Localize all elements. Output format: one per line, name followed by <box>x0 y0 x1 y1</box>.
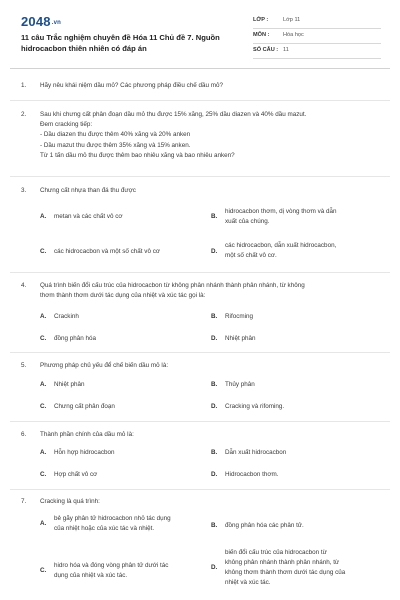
question-5: 5. Phương pháp chủ yếu để chế biến dầu mỏ là: <box>21 362 169 369</box>
question-1: 1. Hãy nêu khái niệm dầu mỏ? Các phương pháp điều chế dầu mỏ? <box>21 82 224 89</box>
document-meta <box>253 14 381 59</box>
meta-class: LỚP : Lớp 11 <box>253 14 381 29</box>
question-separator <box>10 421 390 422</box>
question-separator <box>10 352 390 353</box>
question-7: 7. Cracking là quá trình: <box>21 498 100 505</box>
document-page: 2048.vn 11 câu Trắc nghiệm chuyên đề Hóa 11 Chủ đề 7. Nguồn hidrocacbon thiên nhiên có đáp án LỚP : Lớp 11 MÔN : Hóa học SỐ CÂU : 11 1. Hãy nêu khái niệm dầu mỏ? Các phương pháp điều chế dầu mỏ? 2. Sau khi chưng cất phân đoạn dầu mỏ thu được 15% xăng, 25% dầu diazen và 40% dầu mazut. Đem cracking tiếp: - Dầu diazen thu được thêm 40% xăng và 20% anken - Dầu mazut thu được thêm 35% xăng và 15% anken. Từ 1 tấn dầu mỏ thu được thêm bao nhiêu xăng và bao nhiêu anken? 3. Chưng cất nhựa than đá thu được A. metan và các chất vô cơ B. hidrocacbon thơm, dị vòng thơm và dẫn xuất của chúng. C. các hidrocacbon và một số chất vô cơ D. các hidrocacbon, dẫn xuất hidrocacbon, một số chất vô cơ. 4. Quá trình biến đổi cấu trúc của hidrocacbon từ không phân nhánh thành phân nhánh, từ không thơm thành thơm dưới tác dụng của nhiệt và xúc tác gọi là: A. Crackinh B. Rifocming C. đồng phân hóa D. Nhiệt phân 5. Phương pháp chủ yếu để chế biến dầu mỏ là: A. Nhiệt phân B. Thủy phân C. Chưng cất phân đoạn D. Cracking và rifoming. 6. Thành phần chính của dầu mỏ là: A. Hỗn hợp hidrocacbon B. Dẫn xuất hidrocacbon C. Hợp chất vô cơ D. Hidrocacbon thơm. 7. Cracking là quá trình: A. bẻ gãy phân tử hidrocacbon nhỏ tác dụng của nhiệt hoặc của xúc tác và nhiệt. B. đồng phân hóa các phân tử. C. hidro hóa và đóng vòng phân tử dưới tác dụng của nhiệt và xúc tác. D. biến đổi cấu trúc của hidrocacbon từ không phân nhánh thành phân nhánh, từ không thơm thành thơm dưới tác dụng của nhiệt và xúc tác. <box>0 0 400 600</box>
question-separator <box>10 489 390 490</box>
question-separator <box>10 100 390 101</box>
question-6: 6. Thành phần chính của dầu mỏ là: <box>21 431 134 438</box>
question-3: 3. Chưng cất nhựa than đá thu được <box>21 187 136 194</box>
document-title: 11 câu Trắc nghiệm chuyên đề Hóa 11 Chủ đề 7. Nguồn hidrocacbon thiên nhiên có đáp án <box>21 33 220 53</box>
question-separator <box>10 176 390 177</box>
question-separator <box>10 272 390 273</box>
question-2: 2. Sau khi chưng cất phân đoạn dầu mỏ thu được 15% xăng, 25% dầu diazen và 40% dầu mazut. Đem cracking tiếp: - Dầu diazen thu được thêm 40% xăng và 20% anken - Dầu mazut thu được thêm 35% xăng và 15% anken. Từ 1 tấn dầu mỏ thu được thêm bao nhiêu xăng và bao nhiêu anken? <box>21 111 307 159</box>
document-header <box>0 0 400 68</box>
header-divider <box>10 68 390 69</box>
meta-subject: MÔN : Hóa học <box>253 29 381 44</box>
question-4: 4. Quá trình biến đổi cấu trúc của hidrocacbon từ không phân nhánh thành phân nhánh, từ không thơm thành thơm dưới tác dụng của nhiệt và xúc tác gọi là: <box>21 282 305 300</box>
site-logo[interactable]: 2048.vn <box>21 14 62 29</box>
meta-question-count: SỐ CÂU : 11 <box>253 44 381 59</box>
